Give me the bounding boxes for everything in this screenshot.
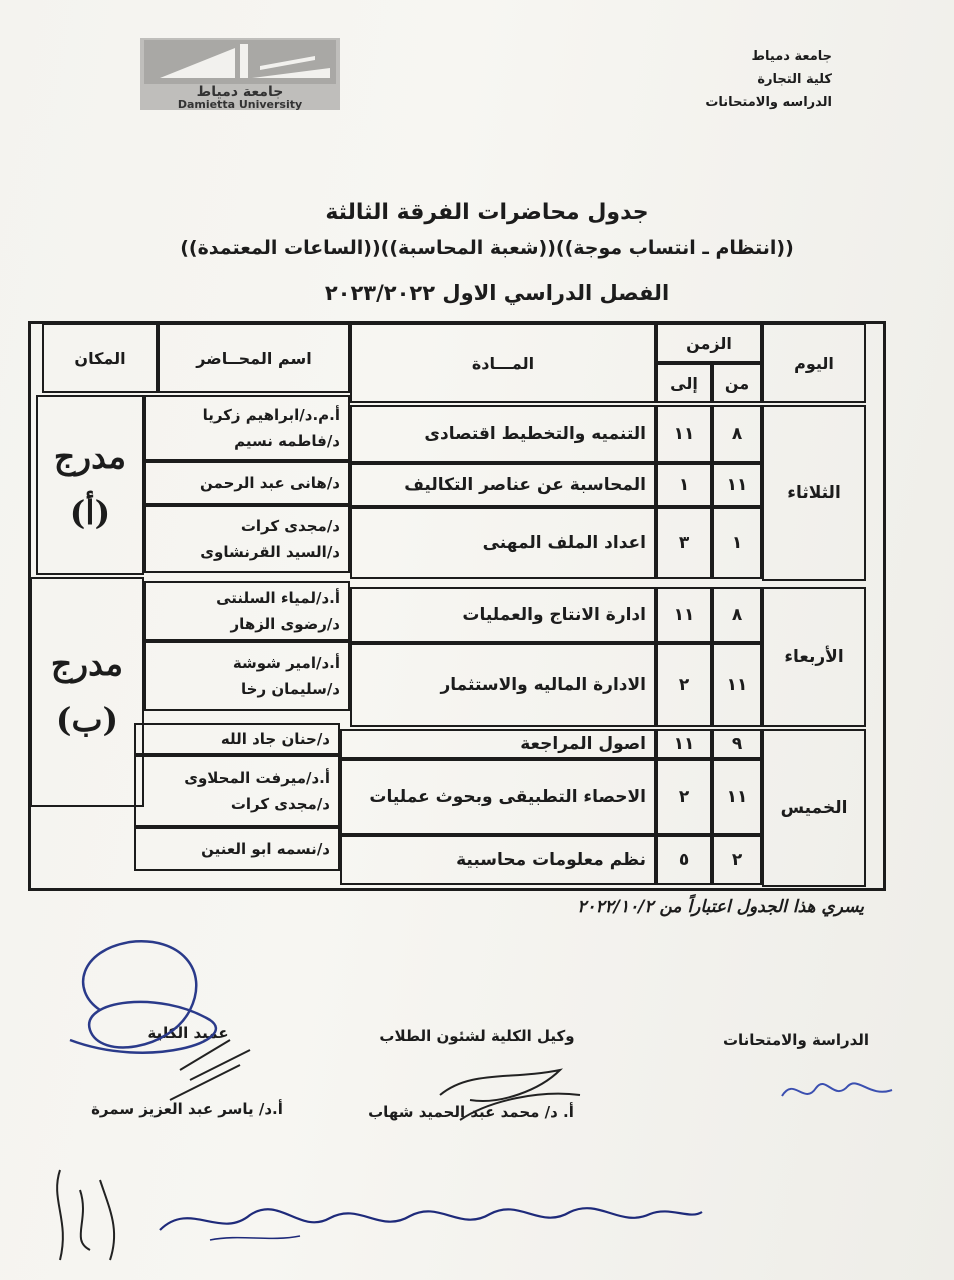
header-line-faculty: كلية التجارة bbox=[757, 72, 832, 87]
lecturer-name: د/هانى عبد الرحمن bbox=[200, 474, 340, 492]
lecturer-name: د/السيد القرنشاوى bbox=[200, 543, 340, 561]
validity-note: يسري هذا الجدول اعتباراً من ٢٠٢٢/١٠/٢ bbox=[577, 897, 864, 917]
lecturer-name: د/سليمان رخا bbox=[241, 680, 340, 698]
dean-name: أ.د/ ياسر عبد العزيز سمرة bbox=[91, 1100, 283, 1118]
row6-to: ١١ bbox=[656, 729, 712, 759]
hall-letter: (أ) bbox=[69, 493, 111, 532]
row7-to: ٢ bbox=[656, 759, 712, 835]
row5-from: ١١ bbox=[712, 643, 762, 727]
row4-from: ٨ bbox=[712, 587, 762, 643]
row6-subject: اصول المراجعة bbox=[340, 729, 656, 759]
hall-b bbox=[30, 577, 144, 807]
lecturer-name: د/حنان جاد الله bbox=[220, 730, 330, 748]
row7-lecturers bbox=[134, 755, 340, 827]
lecturer-name: د/نسمه ابو العنين bbox=[201, 840, 330, 858]
lecturer-name: أ.د/لمياء السلنتى bbox=[216, 589, 340, 607]
lecturer-name: أ.د/امير شوشة bbox=[232, 654, 340, 672]
lecturer-name: د/مجدى كرات bbox=[230, 795, 330, 813]
row4-lecturers bbox=[144, 581, 350, 641]
row5-subject: الادارة الماليه والاستثمار bbox=[350, 643, 656, 727]
row2-subject: المحاسبة عن عناصر التكاليف bbox=[350, 463, 656, 507]
university-logo bbox=[140, 38, 340, 110]
lecturer-name: د/فاطمه نسيم bbox=[234, 432, 340, 450]
row2-from: ١١ bbox=[712, 463, 762, 507]
handwritten-signatures bbox=[40, 930, 600, 1190]
row8-subject: نظم معلومات محاسبية bbox=[340, 835, 656, 885]
hall-label: مدرج bbox=[50, 644, 124, 683]
lecturer-name: أ.م.د/ابراهيم زكريا bbox=[202, 406, 340, 424]
header-from: من bbox=[712, 363, 762, 403]
row8-lecturers bbox=[134, 827, 340, 871]
handwritten-initials bbox=[40, 1160, 130, 1270]
row3-from: ١ bbox=[712, 507, 762, 579]
svg-text:جامعة دمياط: جامعة دمياط bbox=[196, 84, 284, 100]
university-header bbox=[705, 45, 832, 114]
semester-title: الفصل الدراسي الاول ٢٠٢٣/٢٠٢٢ bbox=[324, 281, 670, 305]
row3-lecturers bbox=[144, 505, 350, 573]
lecturer-name: د/رضوى الزهار bbox=[230, 615, 340, 633]
lecturer-name: د/مجدى كرات bbox=[240, 517, 340, 535]
row6-lecturers bbox=[134, 723, 340, 755]
row5-to: ٢ bbox=[656, 643, 712, 727]
hall-label: مدرج bbox=[53, 437, 127, 476]
row4-subject: ادارة الانتاج والعمليات bbox=[350, 587, 656, 643]
handwritten-note bbox=[150, 1190, 710, 1250]
day-tuesday: الثلاثاء bbox=[762, 405, 866, 581]
row8-from: ٢ bbox=[712, 835, 762, 885]
header-to: إلى bbox=[656, 363, 712, 403]
header-place: المكان bbox=[42, 323, 158, 393]
row6-from: ٩ bbox=[712, 729, 762, 759]
dean-title: عميد الكلية bbox=[147, 1024, 229, 1042]
row7-from: ١١ bbox=[712, 759, 762, 835]
schedule-title: جدول محاضرات الفرقة الثالثة bbox=[325, 200, 649, 225]
header-time: الزمن bbox=[656, 323, 762, 363]
svg-text:Damietta University: Damietta University bbox=[177, 98, 303, 110]
lecturer-name: أ.د/ميرفت المحلاوى bbox=[184, 769, 330, 787]
row7-subject: الاحصاء التطبيقى وبحوث عمليات bbox=[340, 759, 656, 835]
header-day: اليوم bbox=[762, 323, 866, 403]
header-lecturer: اسم المحــاضر bbox=[158, 323, 350, 393]
row4-to: ١١ bbox=[656, 587, 712, 643]
header-line-department: الدراسه والامتحانات bbox=[705, 95, 832, 110]
vice-dean-name: أ. د/ محمد عبد الحميد شهاب bbox=[368, 1103, 574, 1121]
row5-lecturers bbox=[144, 641, 350, 711]
day-wednesday: الأربعاء bbox=[762, 587, 866, 727]
hall-letter: (ب) bbox=[55, 700, 119, 739]
exams-office-signature bbox=[774, 1066, 904, 1116]
row2-to: ١ bbox=[656, 463, 712, 507]
schedule-table bbox=[28, 311, 886, 891]
row1-subject: التنميه والتخطيط اقتصادى bbox=[350, 405, 656, 463]
row2-lecturers bbox=[144, 461, 350, 505]
exams-office-title: الدراسة والامتحانات bbox=[722, 1031, 870, 1049]
header-subject: المـــادة bbox=[350, 323, 656, 403]
row8-to: ٥ bbox=[656, 835, 712, 885]
header-line-university: جامعة دمياط bbox=[751, 49, 832, 64]
row1-lecturers bbox=[144, 395, 350, 461]
day-thursday: الخميس bbox=[762, 729, 866, 887]
hall-a bbox=[36, 395, 144, 575]
row1-from: ٨ bbox=[712, 405, 762, 463]
schedule-subtitle: ((انتظام ـ انتساب موجة))((شعبة المحاسبة))((الساعات المعتمدة)) bbox=[180, 237, 794, 259]
row1-to: ١١ bbox=[656, 405, 712, 463]
row3-subject: اعداد الملف المهنى bbox=[350, 507, 656, 579]
vice-dean-title: وكيل الكلية لشئون الطلاب bbox=[379, 1027, 575, 1045]
row3-to: ٣ bbox=[656, 507, 712, 579]
